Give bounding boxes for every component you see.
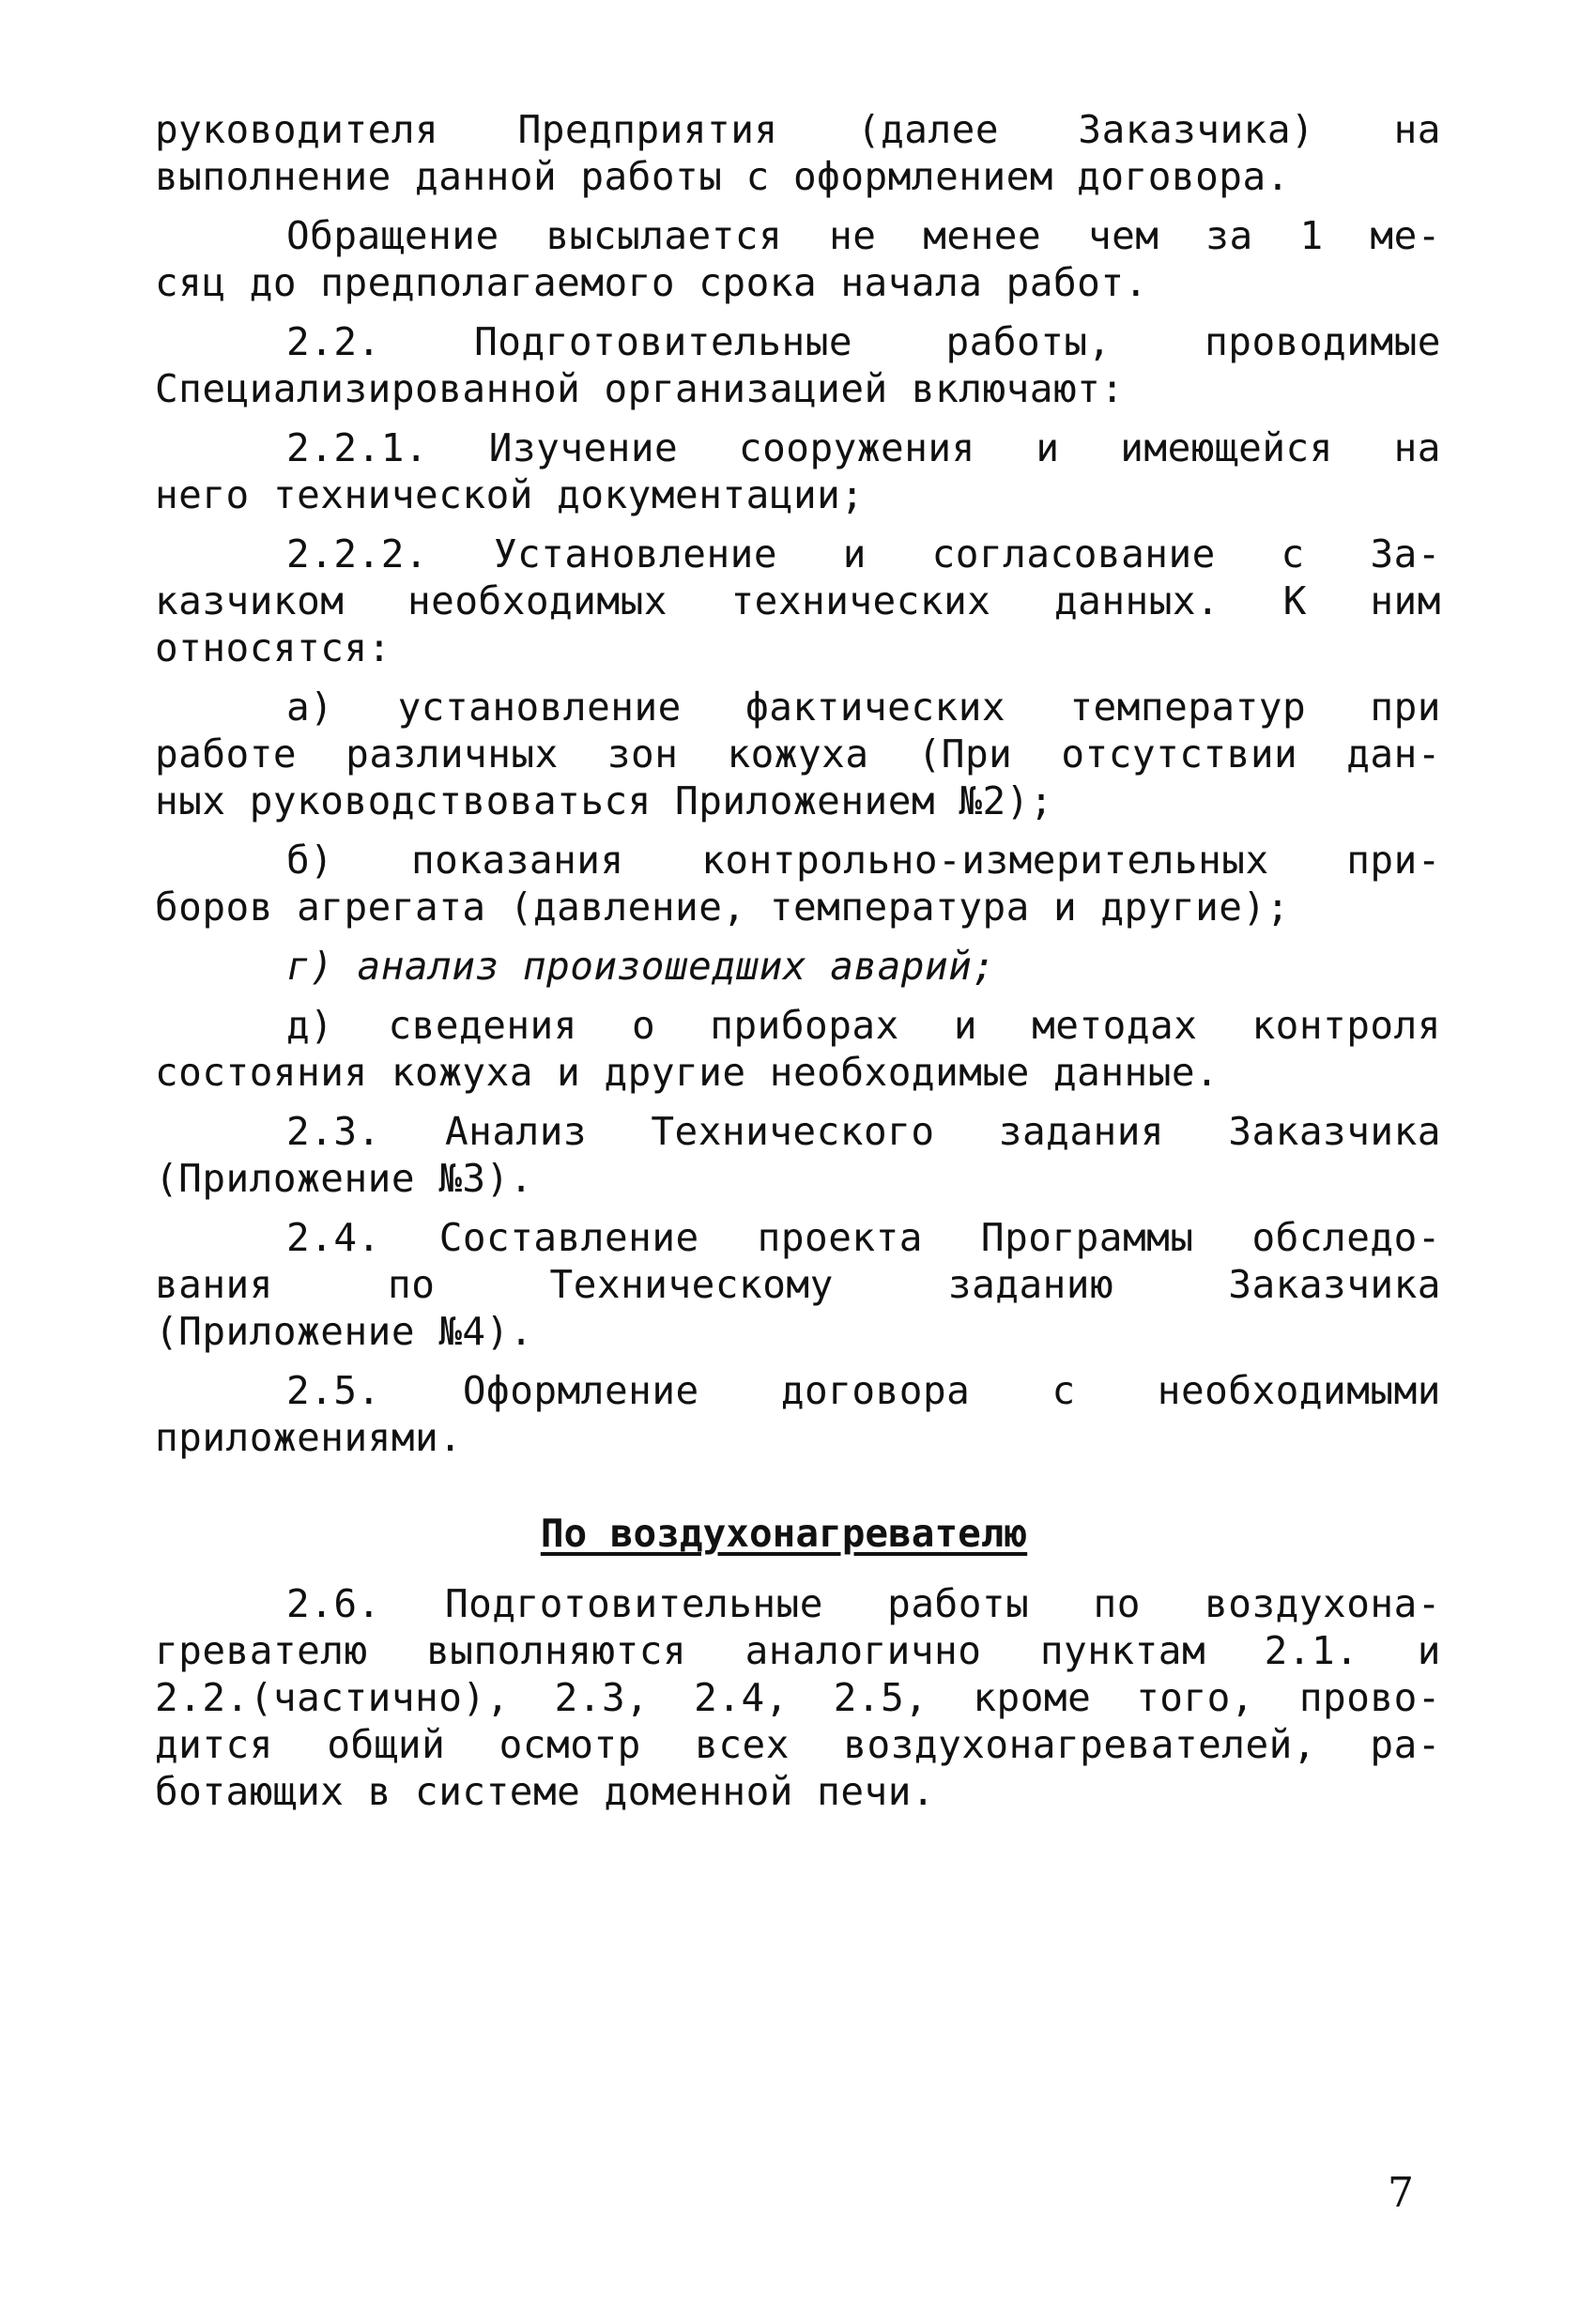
- text-line: 2.2. Подготовительные работы, проводимые: [286, 319, 1441, 364]
- text-line: относятся:: [155, 625, 391, 670]
- text-line: 2.4. Составление проекта Программы обследо-: [286, 1215, 1441, 1260]
- text-line: 2.6. Подготовительные работы по воздухона-: [286, 1581, 1441, 1626]
- text-line: ных руководствоваться Приложением №2);: [155, 778, 1053, 823]
- text-line: г) анализ произошедших аварий;: [286, 944, 996, 989]
- text-line: 2.2.(частично), 2.3, 2.4, 2.5, кроме того, прово-: [155, 1675, 1441, 1720]
- text-line: 2.2.1. Изучение сооружения и имеющейся на: [286, 425, 1441, 470]
- text-line: 2.5. Оформление договора с необходимыми: [286, 1368, 1441, 1413]
- text-line: выполнение данной работы с оформлением договора.: [155, 154, 1290, 199]
- section-heading: По воздухонагревателю: [540, 1511, 1028, 1556]
- text-line: а) установление фактических температур при: [286, 684, 1441, 730]
- text-line: дится общий осмотр всех воздухонагревателей, ра-: [155, 1722, 1441, 1767]
- text-line: гревателю выполняются аналогично пунктам 2.1. и: [155, 1628, 1441, 1673]
- text-line: него технической документации;: [155, 472, 865, 517]
- text-line: (Приложение №4).: [155, 1309, 533, 1354]
- page-number: 7: [1388, 2169, 1414, 2217]
- text-line: работе различных зон кожуха (При отсутствии дан-: [155, 731, 1441, 777]
- text-line: Специализированной организацией включают:: [155, 366, 1125, 411]
- text-line: боров агрегата (давление, температура и другие);: [155, 884, 1290, 930]
- text-line: 2.3. Анализ Технического задания Заказчика: [286, 1109, 1441, 1154]
- text-line: ботающих в системе доменной печи.: [155, 1769, 936, 1814]
- text-line: Обращение высылается не менее чем за 1 ме-: [286, 213, 1441, 258]
- text-line: (Приложение №3).: [155, 1156, 533, 1201]
- text-line: казчиком необходимых технических данных. К ним: [155, 578, 1441, 623]
- text-line: д) сведения о приборах и методах контроля: [286, 1003, 1441, 1048]
- text-line: приложениями.: [155, 1415, 463, 1460]
- text-line: б) показания контрольно-измерительных при-: [286, 838, 1441, 883]
- text-line: сяц до предполагаемого срока начала работ.: [155, 260, 1148, 305]
- text-line: состояния кожуха и другие необходимые данные.: [155, 1050, 1220, 1095]
- text-line: руководителя Предприятия (далее Заказчика) на: [155, 107, 1441, 152]
- text-line: вания по Техническому заданию Заказчика: [155, 1262, 1441, 1307]
- text-line: 2.2.2. Установление и согласование с За-: [286, 531, 1441, 577]
